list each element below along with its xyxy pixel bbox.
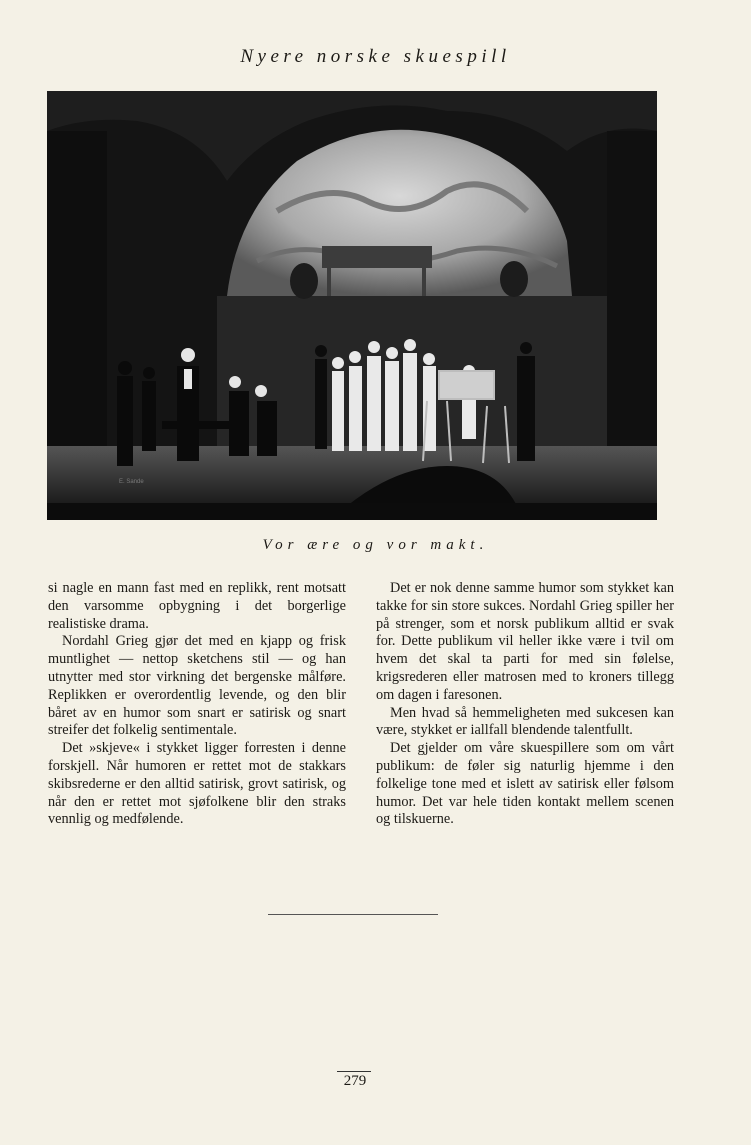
photo-caption: Vor ære og vor makt.: [262, 537, 489, 553]
page-number: 279: [343, 1073, 367, 1089]
paragraph: Nordahl Grieg gjør det med en kjapp og frisk muntlighet — nettop sketchens stil — og han utnytter med stor virkning det bergenske målføre. Replikken er overordentlig levende, og den blir båret av en humor som snart er satirisk og snart streifer det folkelig sentimentale.: [48, 633, 346, 739]
running-header: Nyere norske skuespill: [240, 46, 511, 67]
stage-photo: [47, 91, 657, 520]
paragraph: Men hvad så hemmeligheten med sukcesen kan være, stykket er iallfall blendende talentfullt.: [376, 704, 674, 739]
section-divider: [268, 914, 438, 915]
right-column: [376, 580, 674, 829]
photo-credit: E. Sande: [119, 479, 144, 485]
left-column: [48, 580, 346, 829]
paragraph: Det er nok denne samme humor som stykket kan takke for sin store sukces. Nordahl Grieg spiller her på strenger, som et norsk publikum alltid er svak for. Dette publikum vil heller ikke være i tvil om hvem det skal ta parti for med sin følelse, krigsrederen eller matrosen med to kroners tillegg om dagen i faresonen.: [376, 580, 674, 703]
paragraph: Det gjelder om våre skuespillere som om vårt publikum: de føler sig naturlig hjemme i den folkelige tone med et islett av satirisk eller følsom humor. Det var hele tiden kontakt mellem scenen og tilskuerne.: [376, 740, 674, 828]
paragraph: Det »skjeve« i stykket ligger forresten i denne forskjell. Når humoren er rettet mot de stakkars skibsrederne er den alltid satirisk, grovt satirisk, og når den er rettet mot sjøfolkene blir den straks vennlig og medfølende.: [48, 740, 346, 828]
paragraph: si nagle en mann fast med en replikk, rent motsatt den varsomme opbygning i det borgerlige realistiske drama.: [48, 580, 346, 632]
theatre-stage-photo-icon: [47, 91, 657, 520]
page-number-rule: [337, 1071, 371, 1072]
